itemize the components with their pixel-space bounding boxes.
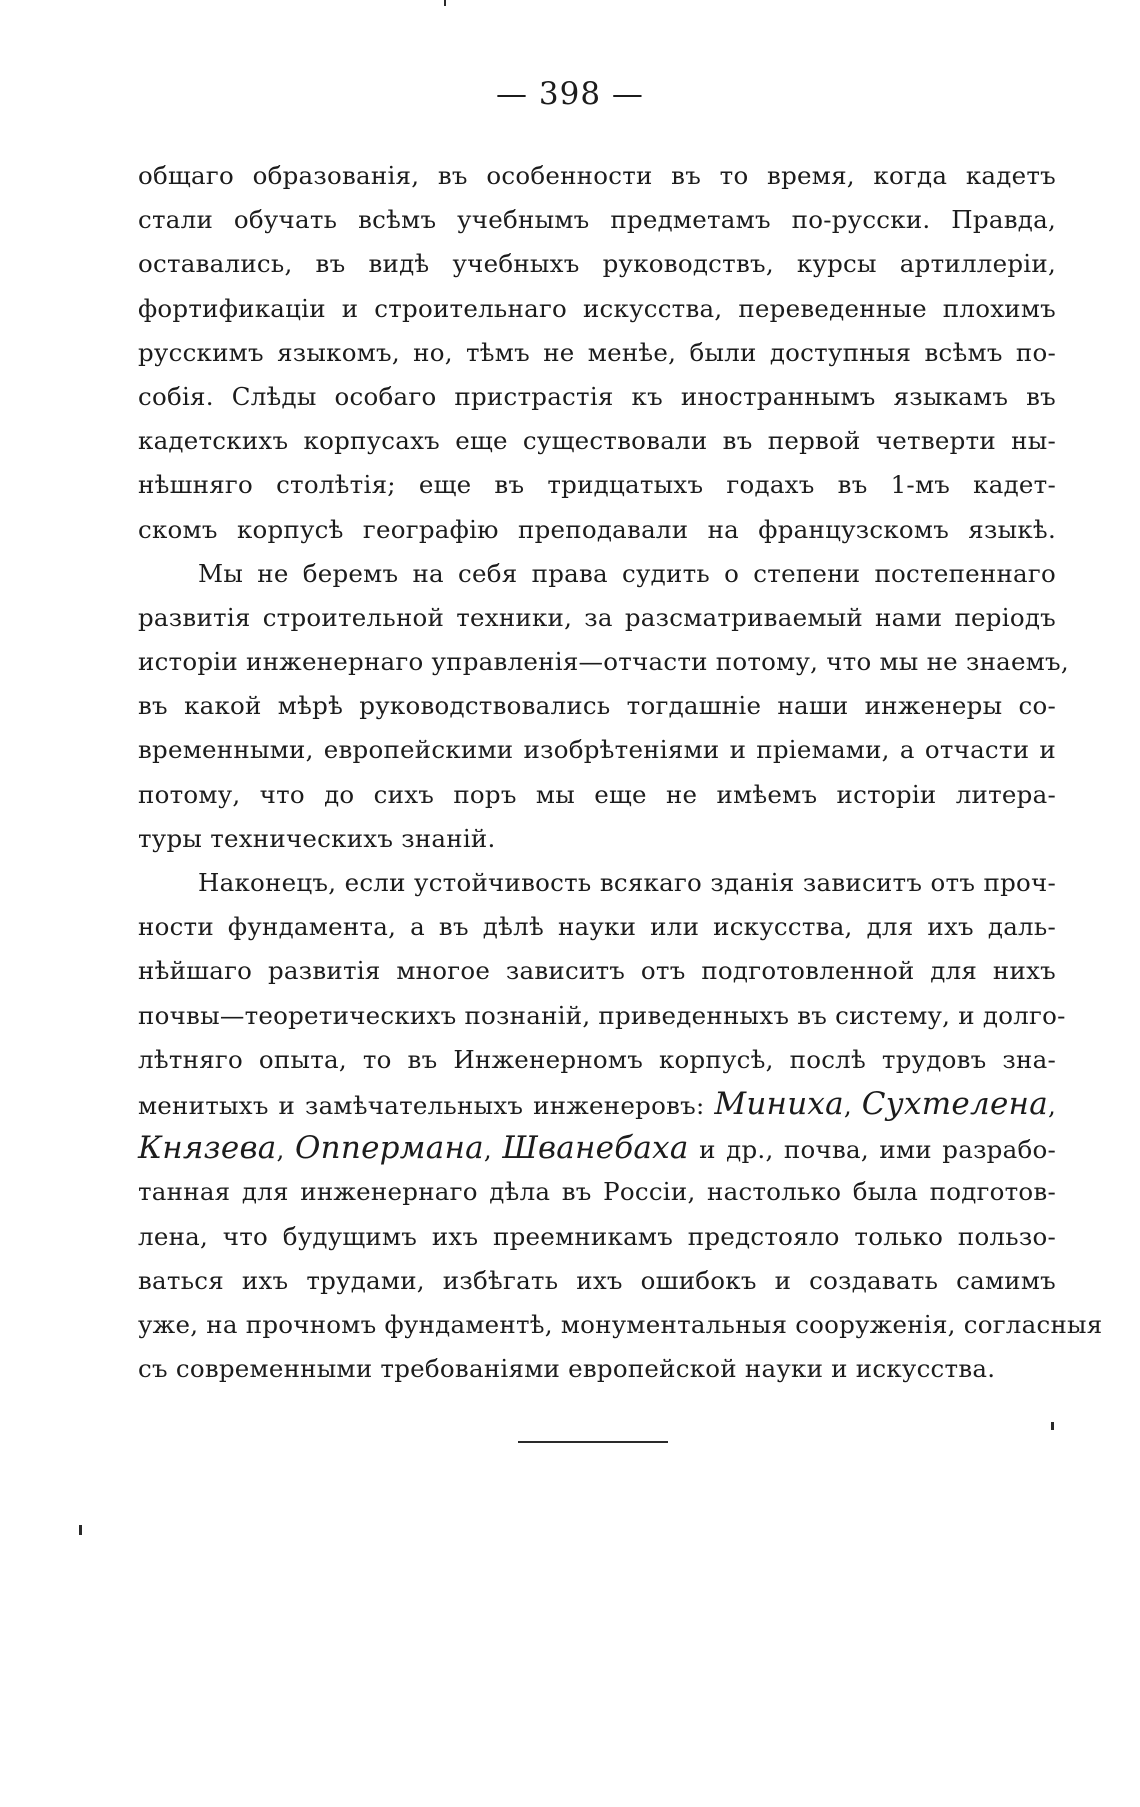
text-run: временными, европейскими изобрѣтеніями и пріемами, а отчасти и bbox=[138, 735, 1056, 765]
text-line bbox=[138, 1259, 1056, 1303]
italic-name: Князева bbox=[138, 1130, 277, 1167]
print-speck bbox=[79, 1525, 82, 1535]
text-run: русскимъ языкомъ, но, тѣмъ не менѣе, были доступныя всѣмъ по- bbox=[138, 337, 1056, 367]
text-run: , bbox=[276, 1135, 295, 1165]
text-run: фортификаціи и строительнаго искусства, переведенные плохимъ bbox=[138, 293, 1056, 323]
text-run: ности фундамента, а въ дѣлѣ науки или искусства, для ихъ даль- bbox=[138, 912, 1056, 942]
text-line bbox=[138, 154, 1056, 198]
italic-name: Сухтелена bbox=[861, 1085, 1048, 1122]
italic-name: Миниха bbox=[714, 1085, 844, 1122]
text-line bbox=[138, 817, 1056, 861]
text-line bbox=[138, 331, 1056, 375]
text-run: общаго образованія, въ особенности въ то время, когда кадетъ bbox=[138, 161, 1056, 190]
text-run: лена, что будущимъ ихъ преемникамъ предстояло только пользо- bbox=[138, 1221, 1056, 1251]
text-run: потому, что до сихъ поръ мы еще не имѣемъ исторіи литера- bbox=[138, 779, 1056, 809]
body-text bbox=[138, 154, 1103, 1391]
text-line bbox=[138, 1082, 1056, 1126]
text-line bbox=[138, 242, 1056, 286]
italic-name: Шванебаха bbox=[502, 1130, 689, 1167]
text-run: скомъ корпусѣ географію преподавали на французскомъ языкѣ. bbox=[138, 514, 1056, 544]
text-line bbox=[138, 949, 1056, 993]
text-line bbox=[138, 596, 1056, 640]
text-line bbox=[138, 640, 1069, 684]
text-line bbox=[138, 1038, 1056, 1082]
text-run: менитыхъ и замѣчательныхъ инженеровъ: bbox=[138, 1090, 715, 1120]
text-run: стали обучать всѣмъ учебнымъ предметамъ по-русски. Правда, bbox=[138, 205, 1056, 235]
text-run: , bbox=[1047, 1090, 1057, 1120]
text-run: кадетскихъ корпусахъ еще существовали въ первой четверти ны- bbox=[138, 426, 1056, 456]
text-line bbox=[138, 552, 1056, 596]
text-run: , bbox=[483, 1135, 503, 1165]
text-line bbox=[138, 1303, 1103, 1347]
text-run: танная для инженернаго дѣла въ Россіи, настолько была подготов- bbox=[138, 1177, 1056, 1207]
text-run: развитія строительной техники, за разсматриваемый нами періодъ bbox=[138, 602, 1056, 632]
text-line bbox=[138, 1347, 1056, 1391]
text-run: нѣшняго столѣтія; еще въ тридцатыхъ годахъ въ 1-мъ кадет- bbox=[138, 470, 1056, 500]
text-run: оставались, въ видѣ учебныхъ руководствъ, курсы артиллеріи, bbox=[138, 249, 1056, 279]
text-run: лѣтняго опыта, то въ Инженерномъ корпусѣ, послѣ трудовъ зна- bbox=[138, 1044, 1056, 1074]
text-run: исторіи инженернаго управленія—отчасти потому, что мы не знаемъ, bbox=[138, 647, 1069, 677]
text-line bbox=[138, 1215, 1056, 1259]
text-run: въ какой мѣрѣ руководствовались тогдашніе наши инженеры со- bbox=[138, 691, 1056, 721]
text-run: уже, на прочномъ фундаментѣ, монументальныя сооруженія, согласныя bbox=[138, 1309, 1103, 1339]
text-line bbox=[138, 287, 1056, 331]
text-line bbox=[138, 198, 1056, 242]
text-line bbox=[138, 508, 1056, 552]
text-line bbox=[138, 1126, 1056, 1170]
text-line bbox=[138, 994, 1066, 1038]
text-run: Мы не беремъ на себя права судить о степени постепеннаго bbox=[198, 558, 1056, 588]
print-speck bbox=[444, 0, 446, 6]
text-run: съ современными требованіями европейской науки и искусства. bbox=[138, 1354, 996, 1384]
text-run: Наконецъ, если устойчивость всякаго зданія зависитъ отъ проч- bbox=[198, 868, 1056, 897]
text-run: , bbox=[843, 1090, 862, 1120]
text-line bbox=[138, 861, 1056, 905]
text-run: почвы—теоретическихъ познаній, приведенныхъ въ систему, и долго- bbox=[138, 1000, 1066, 1030]
text-run: нѣйшаго развитія многое зависитъ отъ подготовленной для нихъ bbox=[138, 956, 1056, 986]
text-run: собія. Слѣды особаго пристрастія къ иностраннымъ языкамъ въ bbox=[138, 381, 1056, 411]
text-run: туры техническихъ знаній. bbox=[138, 823, 496, 853]
text-line bbox=[138, 463, 1056, 507]
print-speck bbox=[1051, 1422, 1054, 1430]
text-run: ваться ихъ трудами, избѣгать ихъ ошибокъ и создавать самимъ bbox=[138, 1265, 1056, 1295]
end-rule bbox=[518, 1441, 668, 1443]
text-line bbox=[138, 728, 1056, 772]
text-line bbox=[138, 1170, 1056, 1214]
text-line bbox=[138, 905, 1056, 949]
italic-name: Оппермана bbox=[294, 1130, 484, 1167]
text-line bbox=[138, 419, 1056, 463]
text-line bbox=[138, 684, 1056, 728]
page-number: — 398 — bbox=[496, 76, 644, 112]
text-run: и др., почва, ими разрабо- bbox=[688, 1135, 1057, 1165]
text-line bbox=[138, 773, 1056, 817]
text-line bbox=[138, 375, 1056, 419]
